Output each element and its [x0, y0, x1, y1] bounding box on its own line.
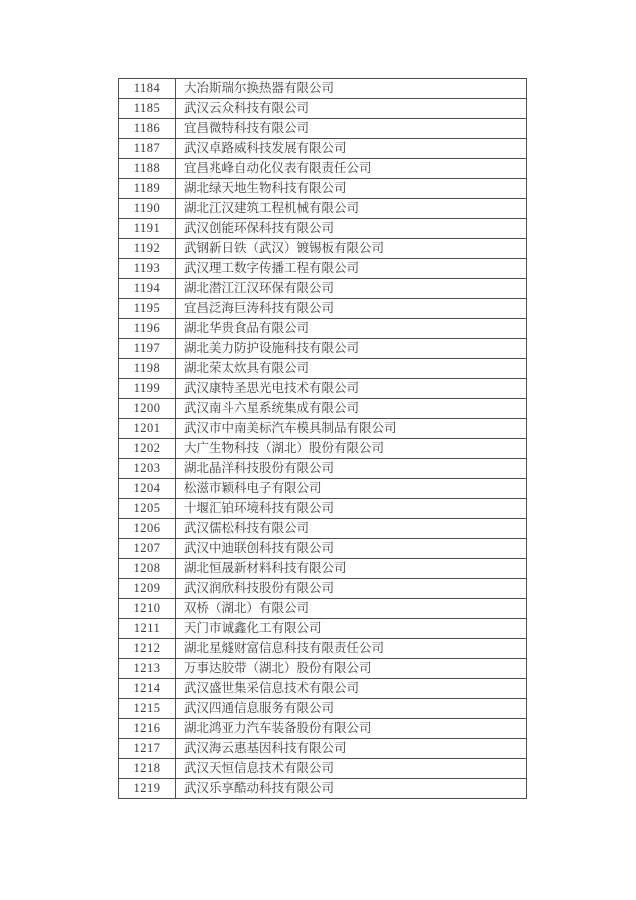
company-name-cell: 武汉四通信息服务有限公司 [176, 699, 527, 719]
table-row [119, 419, 527, 439]
row-number-cell: 1204 [119, 479, 176, 499]
table-row [119, 319, 527, 339]
table-row [119, 519, 527, 539]
company-name-cell: 武汉润欣科技股份有限公司 [176, 579, 527, 599]
company-name-cell: 宜昌泛海巨涛科技有限公司 [176, 299, 527, 319]
table-row [119, 699, 527, 719]
row-number-cell: 1206 [119, 519, 176, 539]
row-number-cell: 1184 [119, 79, 176, 99]
company-name-cell: 湖北绿天地生物科技有限公司 [176, 179, 527, 199]
table-row [119, 579, 527, 599]
table-row [119, 479, 527, 499]
row-number-cell: 1198 [119, 359, 176, 379]
company-name-cell: 武汉理工数字传播工程有限公司 [176, 259, 527, 279]
company-name-cell: 湖北星燧财富信息科技有限责任公司 [176, 639, 527, 659]
company-name-cell: 武汉市中南美标汽车模具制品有限公司 [176, 419, 527, 439]
row-number-cell: 1188 [119, 159, 176, 179]
table-row [119, 179, 527, 199]
row-number-cell: 1208 [119, 559, 176, 579]
table-row [119, 759, 527, 779]
company-name-cell: 湖北恒晟新材料科技有限公司 [176, 559, 527, 579]
company-name-cell: 武汉创能环保科技有限公司 [176, 219, 527, 239]
company-name-cell: 武汉海云惠基因科技有限公司 [176, 739, 527, 759]
company-name-cell: 双桥（湖北）有限公司 [176, 599, 527, 619]
table-row [119, 599, 527, 619]
row-number-cell: 1194 [119, 279, 176, 299]
row-number-cell: 1214 [119, 679, 176, 699]
table-row [119, 679, 527, 699]
table-row [119, 299, 527, 319]
row-number-cell: 1197 [119, 339, 176, 359]
row-number-cell: 1215 [119, 699, 176, 719]
company-name-cell: 湖北江汉建筑工程机械有限公司 [176, 199, 527, 219]
table-row [119, 359, 527, 379]
company-name-cell: 十堰汇铂环境科技有限公司 [176, 499, 527, 519]
row-number-cell: 1216 [119, 719, 176, 739]
company-name-cell: 大广生物科技（湖北）股份有限公司 [176, 439, 527, 459]
table-row [119, 539, 527, 559]
row-number-cell: 1209 [119, 579, 176, 599]
company-name-cell: 湖北华贵食品有限公司 [176, 319, 527, 339]
table-row [119, 139, 527, 159]
row-number-cell: 1205 [119, 499, 176, 519]
row-number-cell: 1211 [119, 619, 176, 639]
company-name-cell: 湖北潜江江汉环保有限公司 [176, 279, 527, 299]
row-number-cell: 1190 [119, 199, 176, 219]
company-name-cell: 万事达胶带（湖北）股份有限公司 [176, 659, 527, 679]
table-row [119, 499, 527, 519]
row-number-cell: 1192 [119, 239, 176, 259]
table-row [119, 739, 527, 759]
company-name-cell: 武汉天恒信息技术有限公司 [176, 759, 527, 779]
table-row [119, 259, 527, 279]
table-row [119, 399, 527, 419]
table-row [119, 659, 527, 679]
row-number-cell: 1210 [119, 599, 176, 619]
row-number-cell: 1193 [119, 259, 176, 279]
table-row [119, 779, 527, 799]
table-row [119, 199, 527, 219]
company-name-cell: 湖北鸿亚力汽车装备股份有限公司 [176, 719, 527, 739]
table-row [119, 279, 527, 299]
row-number-cell: 1213 [119, 659, 176, 679]
company-list-table [118, 78, 527, 799]
row-number-cell: 1186 [119, 119, 176, 139]
row-number-cell: 1218 [119, 759, 176, 779]
row-number-cell: 1203 [119, 459, 176, 479]
company-name-cell: 大冶斯瑞尔换热器有限公司 [176, 79, 527, 99]
table-row [119, 619, 527, 639]
row-number-cell: 1195 [119, 299, 176, 319]
company-name-cell: 宜昌微特科技有限公司 [176, 119, 527, 139]
row-number-cell: 1185 [119, 99, 176, 119]
row-number-cell: 1187 [119, 139, 176, 159]
row-number-cell: 1207 [119, 539, 176, 559]
table-row [119, 219, 527, 239]
table-row [119, 119, 527, 139]
table-row [119, 239, 527, 259]
company-name-cell: 武汉卓路威科技发展有限公司 [176, 139, 527, 159]
table-row [119, 559, 527, 579]
row-number-cell: 1217 [119, 739, 176, 759]
row-number-cell: 1200 [119, 399, 176, 419]
table-row [119, 459, 527, 479]
company-name-cell: 天门市诚鑫化工有限公司 [176, 619, 527, 639]
company-name-cell: 湖北美力防护设施科技有限公司 [176, 339, 527, 359]
company-name-cell: 湖北荣太炊具有限公司 [176, 359, 527, 379]
company-name-cell: 武汉儒松科技有限公司 [176, 519, 527, 539]
table-row [119, 79, 527, 99]
company-name-cell: 武汉云众科技有限公司 [176, 99, 527, 119]
table-row [119, 719, 527, 739]
company-name-cell: 武汉盛世集采信息技术有限公司 [176, 679, 527, 699]
row-number-cell: 1191 [119, 219, 176, 239]
company-name-cell: 武钢新日铁（武汉）镀锡板有限公司 [176, 239, 527, 259]
table-row [119, 439, 527, 459]
company-list-body [119, 79, 527, 799]
row-number-cell: 1202 [119, 439, 176, 459]
table-row [119, 99, 527, 119]
company-name-cell: 宜昌兆峰自动化仪表有限责任公司 [176, 159, 527, 179]
row-number-cell: 1212 [119, 639, 176, 659]
table-row [119, 159, 527, 179]
row-number-cell: 1189 [119, 179, 176, 199]
table-row [119, 339, 527, 359]
table-row [119, 379, 527, 399]
company-name-cell: 松滋市颖科电子有限公司 [176, 479, 527, 499]
company-name-cell: 武汉康特圣思光电技术有限公司 [176, 379, 527, 399]
company-name-cell: 武汉南斗六星系统集成有限公司 [176, 399, 527, 419]
row-number-cell: 1196 [119, 319, 176, 339]
row-number-cell: 1201 [119, 419, 176, 439]
row-number-cell: 1219 [119, 779, 176, 799]
company-name-cell: 武汉中迪联创科技有限公司 [176, 539, 527, 559]
table-row [119, 639, 527, 659]
company-name-cell: 湖北晶洋科技股份有限公司 [176, 459, 527, 479]
row-number-cell: 1199 [119, 379, 176, 399]
company-name-cell: 武汉乐享酷动科技有限公司 [176, 779, 527, 799]
